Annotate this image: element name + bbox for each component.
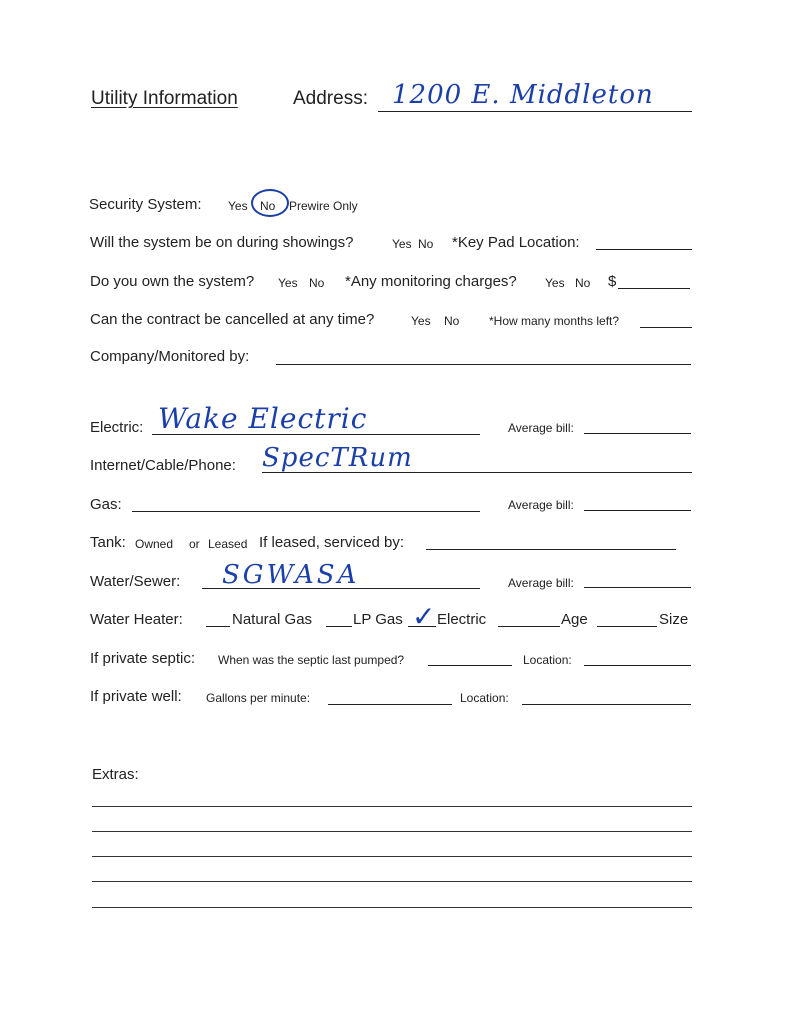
septic-pumped-field[interactable] xyxy=(428,665,512,666)
tank-or-text: or xyxy=(189,537,200,551)
no-circled-selection xyxy=(251,189,289,217)
natural-gas-option: Natural Gas xyxy=(232,611,313,628)
monitoring-charges-question: *Any monitoring charges? xyxy=(345,273,517,290)
internet-field-underline xyxy=(262,472,692,473)
lp-gas-option: LP Gas xyxy=(353,611,403,628)
keypad-location-label: *Key Pad Location: xyxy=(452,234,580,251)
tank-leased-option[interactable]: Leased xyxy=(208,537,248,551)
showings-no[interactable]: No xyxy=(418,237,434,251)
extras-label: Extras: xyxy=(92,766,139,783)
address-underline xyxy=(378,111,692,112)
months-left-label: *How many months left? xyxy=(489,314,620,328)
monitoring-amount-field[interactable] xyxy=(618,288,690,289)
cancel-yes[interactable]: Yes xyxy=(411,314,431,328)
electric-heater-option: Electric xyxy=(437,611,487,628)
water-heater-label: Water Heater: xyxy=(90,611,183,628)
internet-cable-phone-label: Internet/Cable/Phone: xyxy=(90,457,236,474)
showings-yes[interactable]: Yes xyxy=(392,237,412,251)
septic-pumped-question: When was the septic last pumped? xyxy=(218,653,405,667)
extras-line[interactable] xyxy=(92,806,692,807)
keypad-location-field[interactable] xyxy=(596,249,692,250)
extras-line[interactable] xyxy=(92,831,692,832)
electric-label: Electric: xyxy=(90,419,144,436)
cancel-contract-question: Can the contract be cancelled at any time? xyxy=(90,311,375,328)
own-no[interactable]: No xyxy=(309,276,325,290)
company-monitored-field[interactable] xyxy=(276,364,691,365)
heater-size-field[interactable] xyxy=(597,626,657,627)
electric-average-bill-label: Average bill: xyxy=(508,421,574,435)
well-location-label: Location: xyxy=(460,691,509,705)
security-system-label: Security System: xyxy=(89,196,202,213)
electric-checkmark: ✓ xyxy=(412,600,437,633)
private-septic-label: If private septic: xyxy=(90,650,196,667)
own-yes[interactable]: Yes xyxy=(278,276,298,290)
company-monitored-label: Company/Monitored by: xyxy=(90,348,250,365)
monitoring-no[interactable]: No xyxy=(575,276,591,290)
water-sewer-handwritten[interactable]: SGWASA xyxy=(222,560,360,590)
gas-field[interactable] xyxy=(132,511,480,512)
extras-line[interactable] xyxy=(92,907,692,908)
electric-handwritten[interactable]: Wake Electric xyxy=(158,402,368,435)
gas-label: Gas: xyxy=(90,496,122,513)
electric-average-bill-field[interactable] xyxy=(584,433,691,434)
water-sewer-label: Water/Sewer: xyxy=(90,573,181,590)
form-title: Utility Information xyxy=(91,88,238,109)
address-handwritten[interactable]: 1200 E. Middleton xyxy=(392,80,654,110)
septic-location-field[interactable] xyxy=(584,665,691,666)
months-left-field[interactable] xyxy=(640,327,692,328)
tank-serviced-by-label: If leased, serviced by: xyxy=(259,534,405,551)
electric-field-underline xyxy=(152,434,480,435)
extras-line[interactable] xyxy=(92,881,692,882)
septic-location-label: Location: xyxy=(523,653,572,667)
water-average-bill-field[interactable] xyxy=(584,587,691,588)
water-average-bill-label: Average bill: xyxy=(508,576,574,590)
address-label: Address: xyxy=(293,88,368,109)
extras-line[interactable] xyxy=(92,856,692,857)
natural-gas-blank[interactable] xyxy=(206,626,230,627)
gas-average-bill-label: Average bill: xyxy=(508,498,574,512)
security-yes-option[interactable]: Yes xyxy=(228,199,248,213)
internet-handwritten[interactable]: SpecTRum xyxy=(262,443,413,473)
gas-average-bill-field[interactable] xyxy=(584,510,691,511)
water-sewer-field-underline xyxy=(202,588,480,589)
showings-question: Will the system be on during showings? xyxy=(90,234,354,251)
tank-owned-option[interactable]: Owned xyxy=(135,537,174,551)
heater-size-label: Size xyxy=(659,611,689,628)
heater-age-label: Age xyxy=(561,611,588,628)
security-prewire-option[interactable]: Prewire Only xyxy=(289,199,358,213)
gallons-per-minute-label: Gallons per minute: xyxy=(206,691,311,705)
tank-serviced-by-field[interactable] xyxy=(426,549,676,550)
monitoring-yes[interactable]: Yes xyxy=(545,276,565,290)
cancel-no[interactable]: No xyxy=(444,314,460,328)
tank-label: Tank: xyxy=(90,534,126,551)
lp-gas-blank[interactable] xyxy=(326,626,352,627)
private-well-label: If private well: xyxy=(90,688,182,705)
well-location-field[interactable] xyxy=(522,704,691,705)
gallons-per-minute-field[interactable] xyxy=(328,704,452,705)
dollar-sign: $ xyxy=(608,273,617,290)
own-system-question: Do you own the system? xyxy=(90,273,255,290)
security-no-option[interactable]: No xyxy=(260,199,276,213)
heater-age-field[interactable] xyxy=(498,626,560,627)
